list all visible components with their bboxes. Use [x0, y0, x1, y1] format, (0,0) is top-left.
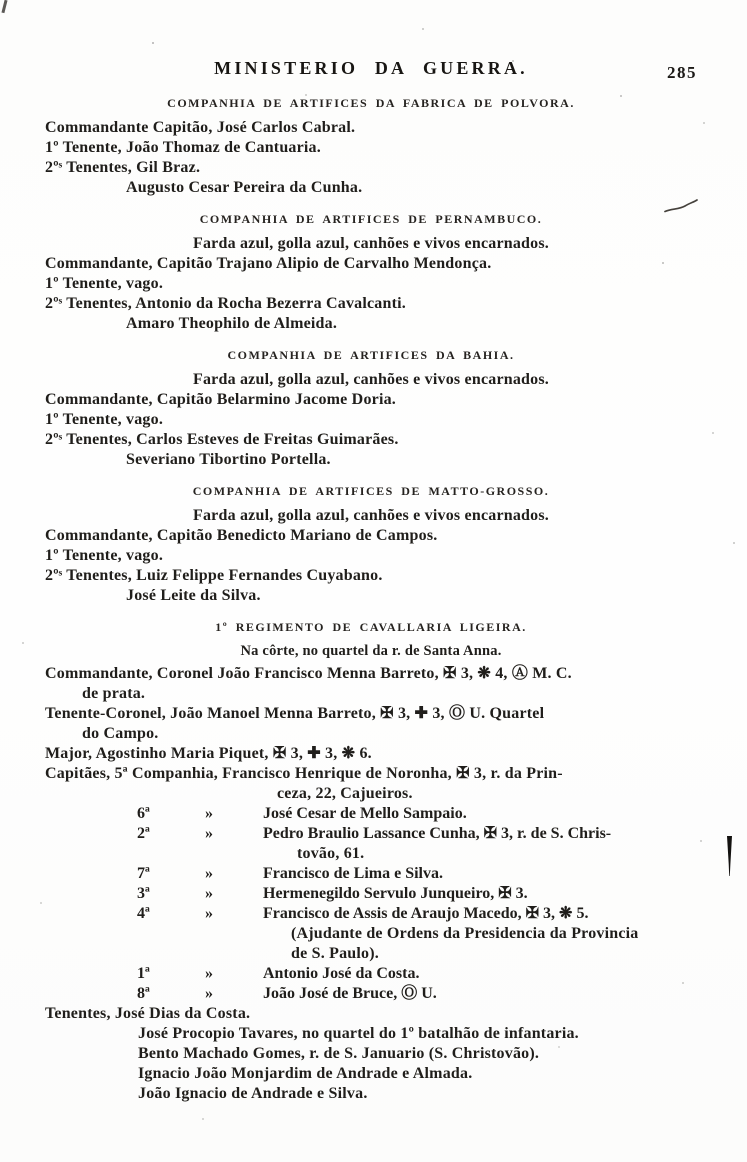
company-row [45, 904, 697, 924]
officer-name: Pedro Braulio Lassance Cunha, ✠ 3, r. de S. Chris- [263, 825, 612, 842]
company-row [45, 864, 697, 884]
company-number: 3ª [137, 885, 150, 902]
roster-continuation-line: Augusto Cesar Pereira da Cunha. [126, 179, 363, 196]
roster-line: 2ºˢ Tenentes, Gil Braz. [45, 159, 201, 176]
roster-line: 1º Tenente, vago. [45, 275, 164, 292]
officer-continuation-line: de S. Paulo). [291, 945, 379, 962]
section-pernambuco [45, 212, 697, 334]
company-number: 6ª [137, 805, 150, 822]
tenente-line: João Ignacio de Andrade e Silva. [138, 1085, 368, 1102]
officer-continuation-line: (Ajudante de Ordens da Presidencia da Provincia [291, 925, 639, 942]
capitaes-continuation-line: ceza, 22, Cajueiros. [277, 785, 413, 802]
company-number: 1ª [137, 965, 150, 982]
roster-line: 1º Tenente, vago. [45, 547, 164, 564]
company-row [45, 984, 697, 1004]
page-number: 285 [667, 63, 697, 82]
ditto-mark: » [205, 905, 213, 922]
officer-line: Major, Agostinho Maria Piquet, ✠ 3, ✚ 3, ❋ 6. [45, 745, 372, 762]
ditto-mark: » [205, 885, 213, 902]
capitaes-lead-line: Capitães, 5ª Companhia, Francisco Henrique de Noronha, ✠ 3, r. da Prin- [45, 765, 563, 782]
roster-continuation-line: Severiano Tibortino Portella. [126, 451, 331, 468]
masthead [45, 58, 697, 82]
officer-name: José Cesar de Mello Sampaio. [263, 805, 467, 822]
company-number: 8ª [137, 985, 150, 1002]
section-regimento-cavallaria [45, 620, 697, 1104]
location-line: Na côrte, no quartel da r. de Santa Anna. [240, 643, 502, 659]
officer-continuation-line: tovão, 61. [297, 845, 365, 862]
roster-continuation-line: Amaro Theophilo de Almeida. [126, 315, 338, 332]
ditto-mark: » [205, 965, 213, 982]
section-heading: 1º REGIMENTO DE CAVALLARIA LIGEIRA. [215, 620, 527, 634]
roster-continuation-line: José Leite da Silva. [126, 587, 261, 604]
page-content [45, 58, 697, 1104]
roster-line: Commandante, Capitão Trajano Alipio de Carvalho Mendonça. [45, 255, 492, 272]
roster-line: Commandante Capitão, José Carlos Cabral. [45, 119, 356, 136]
ditto-mark: » [205, 805, 213, 822]
tenente-line: Bento Machado Gomes, r. de S. Januario (S. Christovão). [138, 1045, 540, 1062]
uniform-description: Farda azul, golla azul, canhões e vivos encarnados. [193, 507, 549, 524]
tenente-line: Ignacio João Monjardim de Andrade e Almada. [138, 1065, 473, 1082]
tenente-line: José Procopio Tavares, no quartel do 1º batalhão de infantaria. [138, 1025, 579, 1042]
ditto-mark: » [205, 865, 213, 882]
section-heading: COMPANHIA DE ARTIFICES DA BAHIA. [227, 348, 515, 362]
officer-name: Francisco de Assis de Araujo Macedo, ✠ 3, ❋ 5. [263, 905, 589, 922]
officer-continuation-line: do Campo. [82, 725, 159, 742]
section-heading: COMPANHIA DE ARTIFICES DA FABRICA DE POLVORA. [167, 96, 575, 110]
company-row [45, 884, 697, 904]
company-row [45, 964, 697, 984]
officer-name: Antonio José da Costa. [263, 965, 420, 982]
officer-line: Commandante, Coronel João Francisco Menna Barreto, ✠ 3, ❋ 4, Ⓐ M. C. [45, 665, 572, 682]
officer-name: João José de Bruce, Ⓞ U. [263, 985, 437, 1002]
roster-line: 2ºˢ Tenentes, Antonio da Rocha Bezerra Cavalcanti. [45, 295, 406, 312]
tenentes-lead-line: Tenentes, José Dias da Costa. [45, 1005, 251, 1022]
pen-stroke-mark [664, 199, 700, 221]
roster-line: 2ºˢ Tenentes, Carlos Esteves de Freitas Guimarães. [45, 431, 399, 448]
officer-line: Tenente-Coronel, João Manoel Menna Barreto, ✠ 3, ✚ 3, Ⓞ U. Quartel [45, 705, 545, 722]
corner-ink-mark [1, 0, 7, 13]
company-number: 4ª [137, 905, 150, 922]
uniform-description: Farda azul, golla azul, canhões e vivos encarnados. [193, 371, 549, 388]
uniform-description: Farda azul, golla azul, canhões e vivos encarnados. [193, 235, 549, 252]
section-matto-grosso [45, 484, 697, 606]
roster-line: 2ºˢ Tenentes, Luiz Felippe Fernandes Cuyabano. [45, 567, 383, 584]
document-title: MINISTERIO DA GUERRA. [214, 57, 528, 79]
margin-ink-bar [727, 836, 732, 876]
roster-line: Commandante, Capitão Belarmino Jacome Doria. [45, 391, 396, 408]
roster-line: 1º Tenente, vago. [45, 411, 164, 428]
company-number: 2ª [137, 825, 150, 842]
officer-continuation-line: de prata. [82, 685, 146, 702]
scan-speckle-noise [0, 0, 2, 2]
section-bahia [45, 348, 697, 470]
company-number: 7ª [137, 865, 150, 882]
section-heading: COMPANHIA DE ARTIFICES DE MATTO-GROSSO. [192, 484, 550, 498]
section-polvora [45, 96, 697, 198]
officer-name: Hermenegildo Servulo Junqueiro, ✠ 3. [263, 885, 528, 902]
ditto-mark: » [205, 985, 213, 1002]
company-row [45, 804, 697, 824]
section-heading: COMPANHIA DE ARTIFICES DE PERNAMBUCO. [199, 212, 543, 226]
ditto-mark: » [205, 825, 213, 842]
officer-name: Francisco de Lima e Silva. [263, 865, 443, 882]
roster-line: 1º Tenente, João Thomaz de Cantuaria. [45, 139, 321, 156]
company-row [45, 824, 697, 844]
roster-line: Commandante, Capitão Benedicto Mariano de Campos. [45, 527, 438, 544]
